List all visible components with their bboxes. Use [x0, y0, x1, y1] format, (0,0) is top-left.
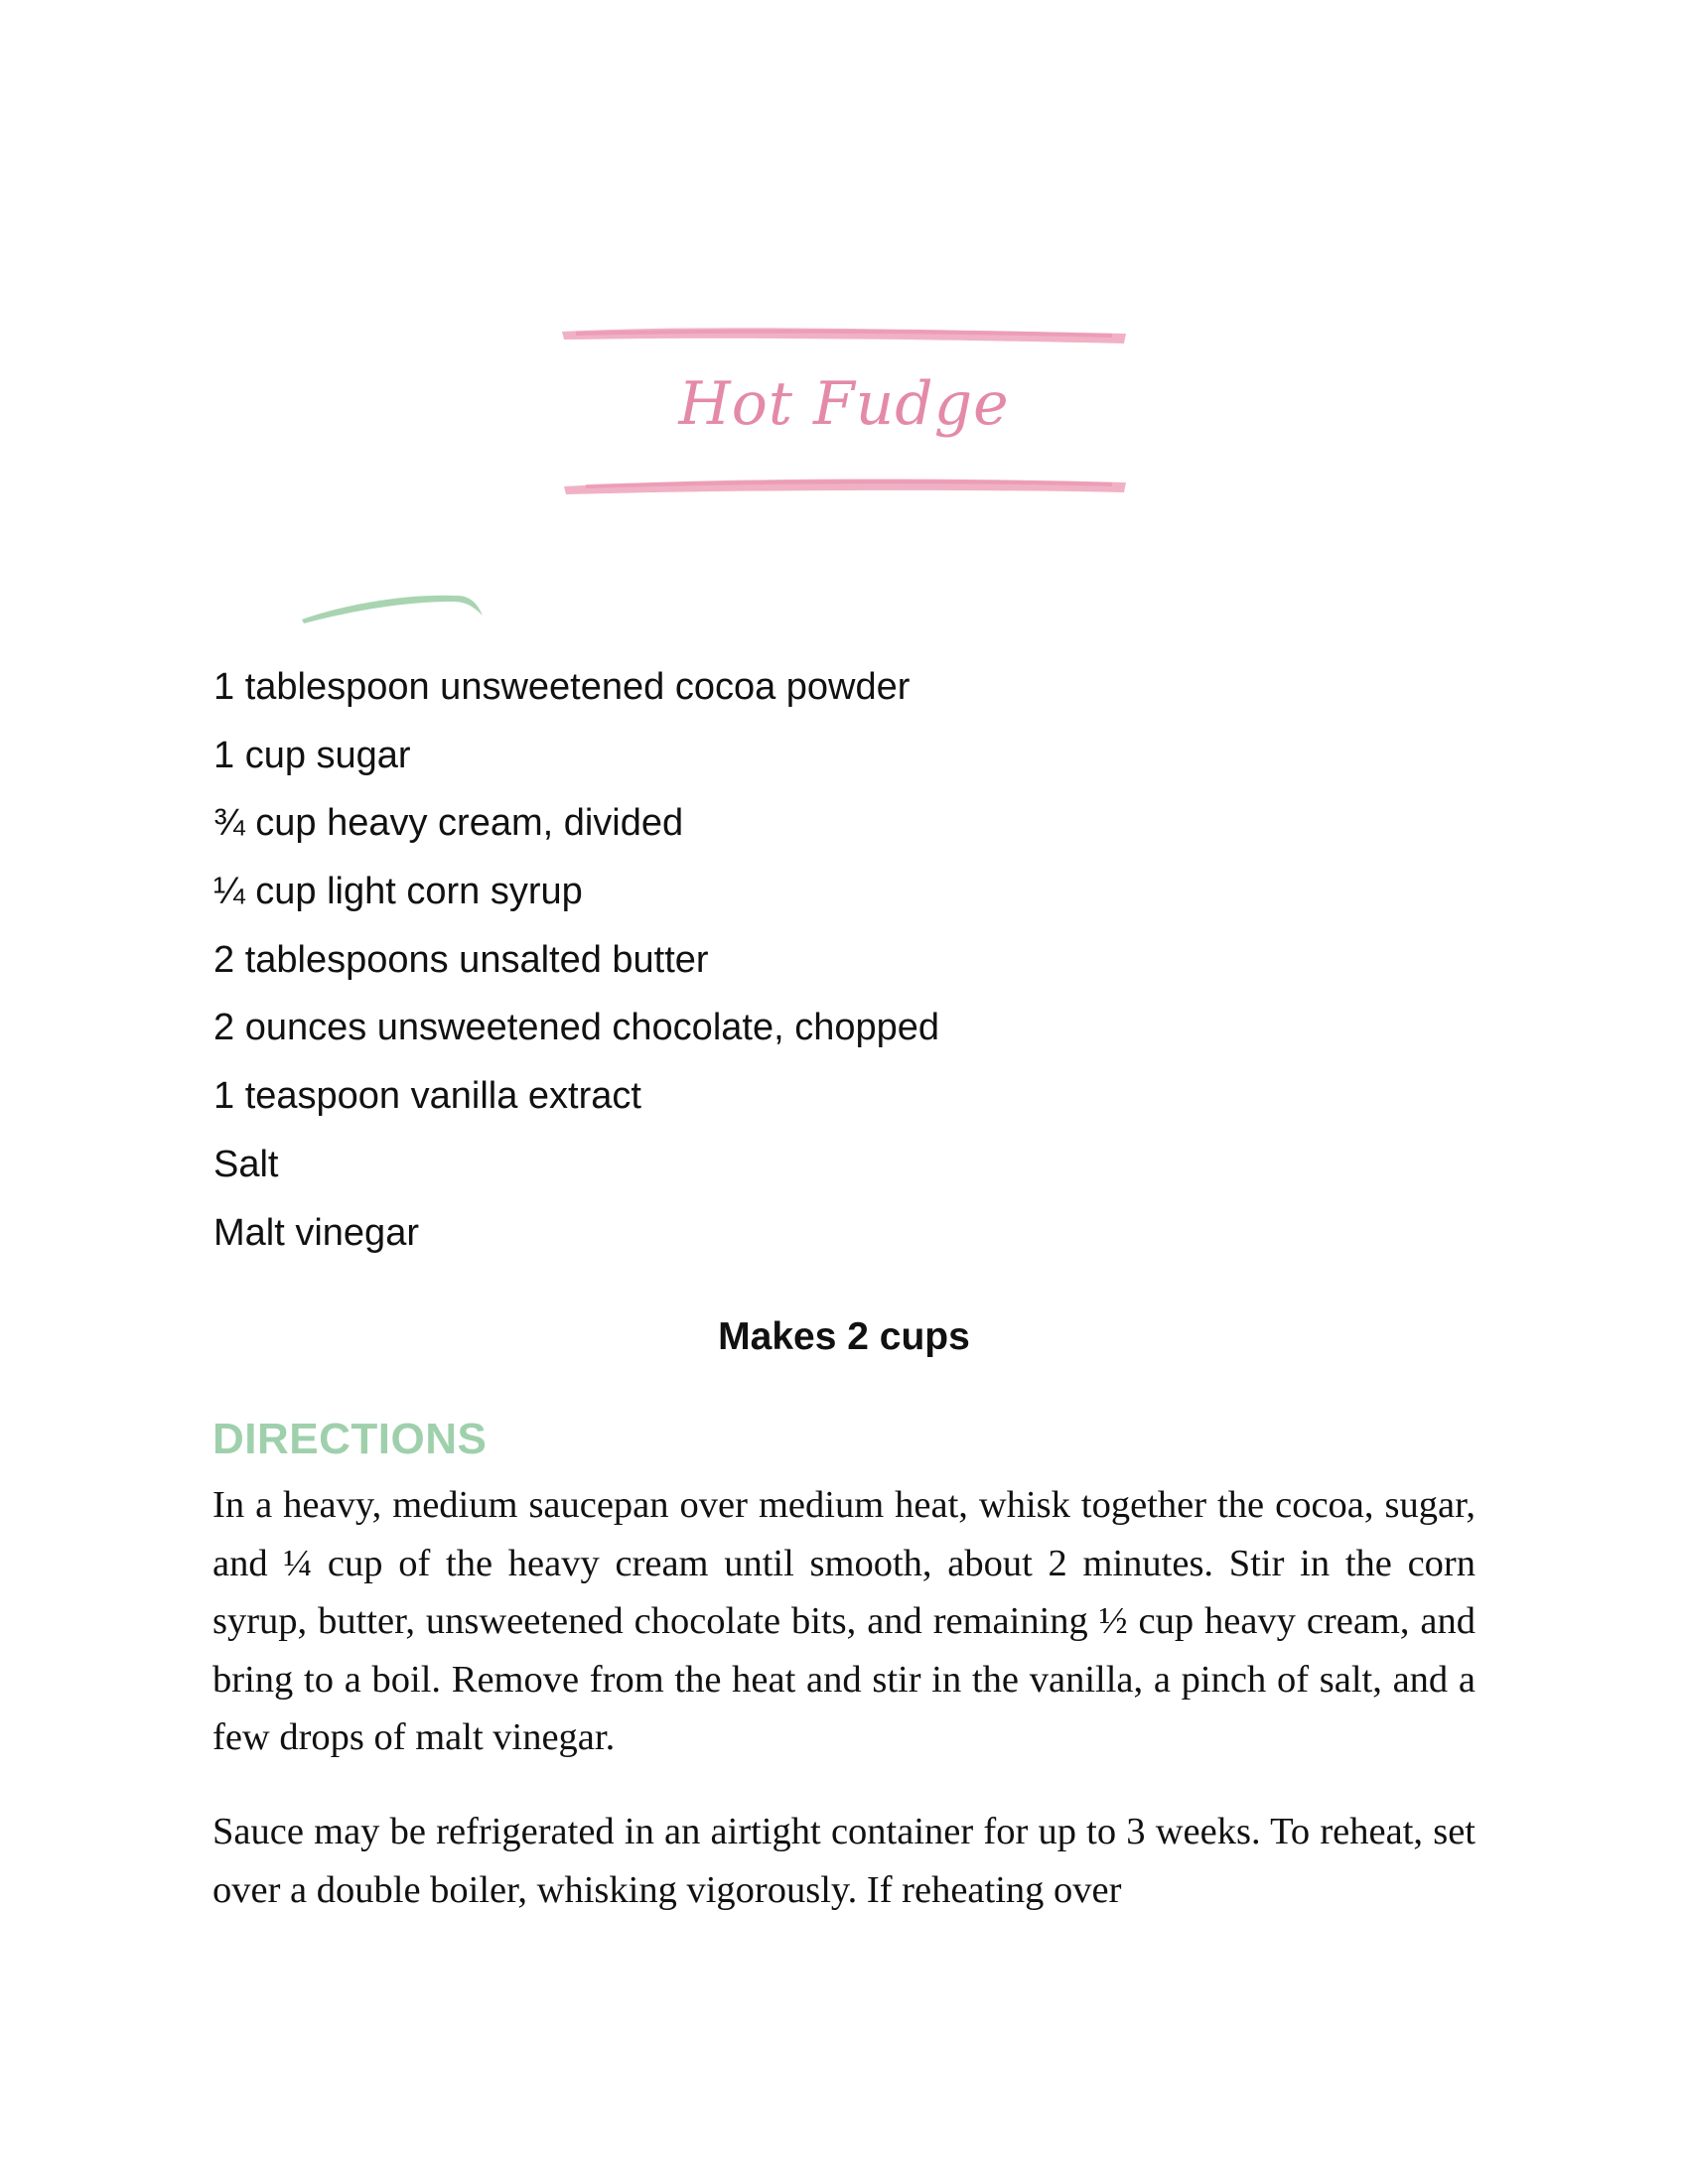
green-brush-swash [298, 586, 487, 625]
directions-paragraph: In a heavy, medium saucepan over medium heat, whisk together the cocoa, sugar, and ¼ cup of the heavy cream until smooth, about 2 minutes. Stir in the corn syrup, butter, unsweetened chocolate bits, and remaining ½ cup heavy cream, and bring to a boil. Remove from the heat and stir in the vanilla, a pinch of salt, and a few drops of malt vinegar. [212, 1484, 1476, 1758]
ingredient-item: Salt [213, 1143, 279, 1185]
ingredient-item: 1 tablespoon unsweetened cocoa powder [213, 666, 911, 708]
recipe-yield: Makes 2 cups [718, 1315, 970, 1358]
ingredient-list [213, 653, 939, 1267]
ingredient-item: ¾ cup heavy cream, divided [213, 802, 684, 845]
ingredient-item: 1 cup sugar [213, 734, 411, 776]
ingredient-item: ¼ cup light corn syrup [213, 871, 583, 913]
ingredient-item: 1 teaspoon vanilla extract [213, 1075, 641, 1118]
ingredient-item: Malt vinegar [213, 1211, 419, 1254]
recipe-title: Hot Fudge [678, 369, 1010, 439]
directions-paragraph: Sauce may be refrigerated in an airtight container for up to 3 weeks. To reheat, set over a double boiler, whisking vigorously. If reheating over [212, 1811, 1476, 1911]
directions-heading: DIRECTIONS [212, 1415, 488, 1463]
ingredient-item: 2 tablespoons unsalted butter [213, 938, 709, 981]
recipe-title-banner [556, 318, 1132, 506]
ingredient-item: 2 ounces unsweetened chocolate, chopped [213, 1007, 939, 1049]
